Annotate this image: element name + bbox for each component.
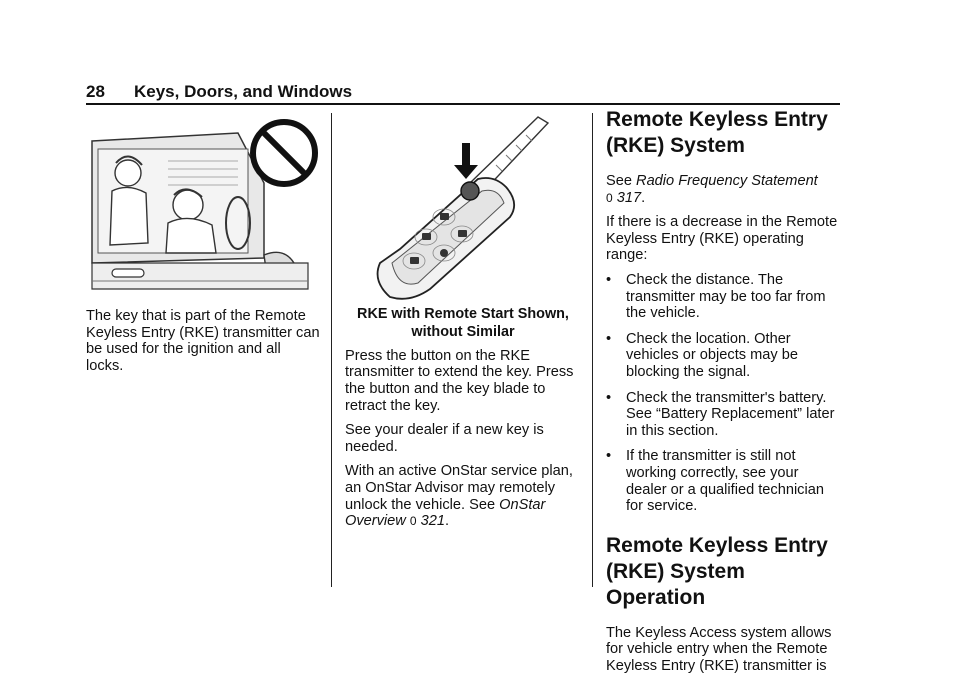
column-2 — [345, 305, 581, 538]
page-ref-icon: 0 — [409, 514, 417, 529]
page-ref[interactable]: 317 — [616, 189, 642, 206]
rke-key-fob-illustration — [370, 113, 555, 303]
page-ref-icon: 0 — [606, 190, 613, 205]
list-item: • Check the location. Other vehicles or objects may be blocking the signal. — [606, 330, 798, 380]
see-reference: See Radio Frequency Statement 0 317. — [606, 173, 818, 206]
keyless-access-paragraph: The Keyless Access system allows for vehicle entry when the Remote Keyless Entry (RKE) transmitter is — [606, 624, 832, 674]
column-3 — [606, 107, 842, 682]
page-ref[interactable]: 321 — [420, 513, 445, 530]
prohibition-icon — [253, 122, 315, 184]
rke-system-heading: Remote Keyless Entry (RKE) System — [606, 108, 828, 157]
column-1 — [86, 308, 322, 382]
radio-frequency-link[interactable]: Radio Frequency Statement — [636, 173, 818, 189]
header-rule — [86, 103, 840, 105]
children-in-vehicle-illustration — [88, 113, 320, 293]
list-item: • Check the transmitter's battery. See “Battery Replacement” later in this section. — [606, 389, 835, 439]
onstar-overview-link[interactable]: OnStar Overview — [345, 496, 546, 530]
figure-caption: RKE with Remote Start Shown, without Similar — [357, 306, 569, 341]
list-item: • Check the distance. The transmitter may be too far from the vehicle. — [606, 271, 826, 322]
troubleshooting-list — [606, 272, 842, 515]
extend-key-paragraph: Press the button on the RKE transmitter to extend the key. Press the button and the key blade to retract the key. — [345, 347, 574, 414]
page-header — [86, 82, 840, 104]
key-description: The key that is part of the Remote Keyless Entry (RKE) transmitter can be used for the ignition and all locks. — [86, 308, 320, 374]
page-number: 28 — [86, 82, 105, 101]
list-item: • If the transmitter is still not working correctly, see your dealer or a qualified technician for service. — [606, 448, 824, 515]
range-intro: If there is a decrease in the Remote Keyless Entry (RKE) operating range: — [606, 214, 838, 264]
column-divider-2 — [592, 113, 593, 587]
rke-operation-heading: Remote Keyless Entry (RKE) System Operation — [606, 533, 828, 609]
section-title: Keys, Doors, and Windows — [134, 82, 353, 101]
down-arrow-icon — [454, 143, 478, 179]
new-key-paragraph: See your dealer if a new key is needed. — [345, 422, 544, 455]
column-divider-1 — [331, 113, 332, 587]
onstar-paragraph: With an active OnStar service plan, an OnStar Advisor may remotely unlock the vehicle. See OnStar Overview 0 321. — [345, 463, 573, 530]
